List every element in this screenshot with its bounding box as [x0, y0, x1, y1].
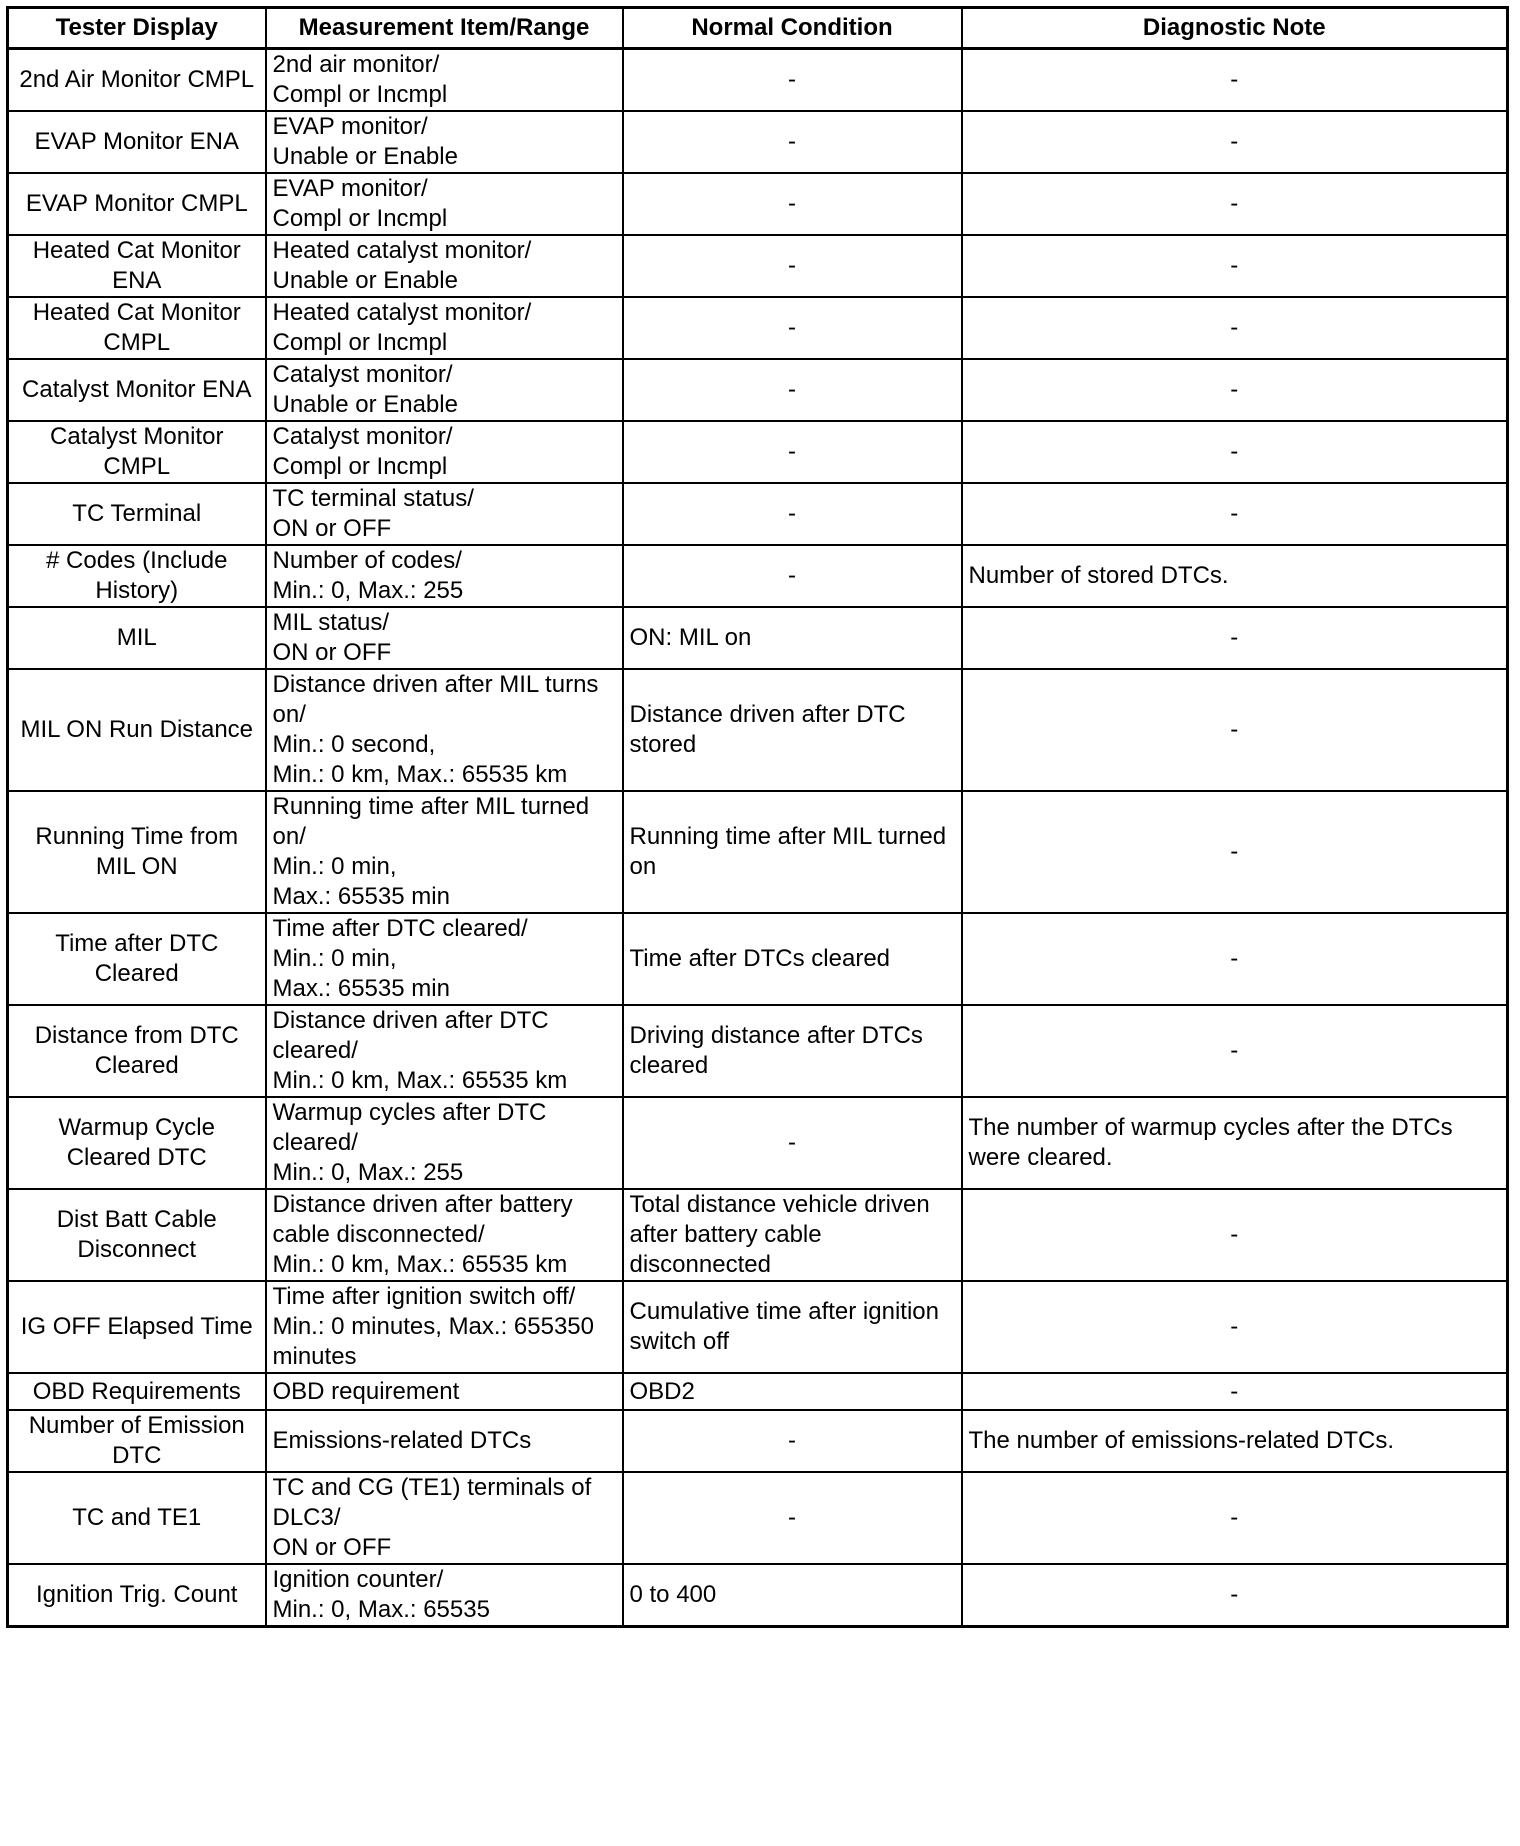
- cell-tester-display: Catalyst Monitor ENA: [8, 359, 266, 421]
- table-row: [8, 297, 1508, 359]
- cell-normal-condition: -: [623, 235, 962, 297]
- cell-normal-condition: -: [623, 545, 962, 607]
- table-row: [8, 913, 1508, 1005]
- cell-tester-display: OBD Requirements: [8, 1373, 266, 1410]
- table-row: [8, 1189, 1508, 1281]
- table-row: [8, 1097, 1508, 1189]
- table-row: [8, 1410, 1508, 1472]
- cell-diagnostic-note: -: [962, 111, 1508, 173]
- cell-measurement-item: Emissions-related DTCs: [266, 1410, 623, 1472]
- header-tester-display: Tester Display: [8, 8, 266, 49]
- cell-measurement-item: MIL status/ ON or OFF: [266, 607, 623, 669]
- cell-normal-condition: Driving distance after DTCs cleared: [623, 1005, 962, 1097]
- cell-measurement-item: Distance driven after battery cable disconnected/ Min.: 0 km, Max.: 65535 km: [266, 1189, 623, 1281]
- table-row: [8, 111, 1508, 173]
- cell-diagnostic-note: -: [962, 1373, 1508, 1410]
- cell-normal-condition: -: [623, 1472, 962, 1564]
- cell-tester-display: MIL ON Run Distance: [8, 669, 266, 791]
- cell-tester-display: MIL: [8, 607, 266, 669]
- cell-tester-display: Distance from DTC Cleared: [8, 1005, 266, 1097]
- cell-normal-condition: 0 to 400: [623, 1564, 962, 1627]
- cell-tester-display: Number of Emission DTC: [8, 1410, 266, 1472]
- cell-diagnostic-note: -: [962, 1005, 1508, 1097]
- cell-measurement-item: Warmup cycles after DTC cleared/ Min.: 0, Max.: 255: [266, 1097, 623, 1189]
- cell-diagnostic-note: -: [962, 913, 1508, 1005]
- cell-diagnostic-note: -: [962, 483, 1508, 545]
- cell-measurement-item: Running time after MIL turned on/ Min.: 0 min, Max.: 65535 min: [266, 791, 623, 913]
- cell-tester-display: TC Terminal: [8, 483, 266, 545]
- cell-measurement-item: TC and CG (TE1) terminals of DLC3/ ON or OFF: [266, 1472, 623, 1564]
- cell-diagnostic-note: -: [962, 421, 1508, 483]
- cell-normal-condition: -: [623, 483, 962, 545]
- cell-measurement-item: OBD requirement: [266, 1373, 623, 1410]
- cell-measurement-item: Catalyst monitor/ Compl or Incmpl: [266, 421, 623, 483]
- table-row: [8, 669, 1508, 791]
- table-row: [8, 359, 1508, 421]
- cell-normal-condition: -: [623, 359, 962, 421]
- cell-measurement-item: Catalyst monitor/ Unable or Enable: [266, 359, 623, 421]
- cell-tester-display: Dist Batt Cable Disconnect: [8, 1189, 266, 1281]
- cell-measurement-item: Heated catalyst monitor/ Unable or Enable: [266, 235, 623, 297]
- table-row: [8, 545, 1508, 607]
- cell-diagnostic-note: -: [962, 235, 1508, 297]
- cell-diagnostic-note: -: [962, 669, 1508, 791]
- cell-diagnostic-note: -: [962, 1281, 1508, 1373]
- cell-diagnostic-note: -: [962, 1472, 1508, 1564]
- cell-tester-display: Catalyst Monitor CMPL: [8, 421, 266, 483]
- cell-normal-condition: -: [623, 173, 962, 235]
- spec-table: [6, 6, 1509, 1628]
- table-body: [8, 49, 1508, 1627]
- header-diagnostic-note: Diagnostic Note: [962, 8, 1508, 49]
- cell-tester-display: TC and TE1: [8, 1472, 266, 1564]
- cell-diagnostic-note: -: [962, 791, 1508, 913]
- table-row: [8, 1005, 1508, 1097]
- table-row: [8, 791, 1508, 913]
- cell-tester-display: Ignition Trig. Count: [8, 1564, 266, 1627]
- cell-tester-display: Heated Cat Monitor CMPL: [8, 297, 266, 359]
- table-row: [8, 235, 1508, 297]
- cell-measurement-item: Ignition counter/ Min.: 0, Max.: 65535: [266, 1564, 623, 1627]
- cell-measurement-item: Number of codes/ Min.: 0, Max.: 255: [266, 545, 623, 607]
- table-row: [8, 1281, 1508, 1373]
- table-row: [8, 1472, 1508, 1564]
- cell-measurement-item: Heated catalyst monitor/ Compl or Incmpl: [266, 297, 623, 359]
- cell-diagnostic-note: The number of emissions-related DTCs.: [962, 1410, 1508, 1472]
- cell-tester-display: IG OFF Elapsed Time: [8, 1281, 266, 1373]
- cell-tester-display: Running Time from MIL ON: [8, 791, 266, 913]
- cell-tester-display: Warmup Cycle Cleared DTC: [8, 1097, 266, 1189]
- cell-normal-condition: OBD2: [623, 1373, 962, 1410]
- cell-diagnostic-note: -: [962, 49, 1508, 112]
- table-header: [8, 8, 1508, 49]
- table-row: [8, 421, 1508, 483]
- cell-tester-display: Heated Cat Monitor ENA: [8, 235, 266, 297]
- table-row: [8, 607, 1508, 669]
- cell-measurement-item: Distance driven after DTC cleared/ Min.: 0 km, Max.: 65535 km: [266, 1005, 623, 1097]
- cell-normal-condition: Distance driven after DTC stored: [623, 669, 962, 791]
- cell-tester-display: Time after DTC Cleared: [8, 913, 266, 1005]
- table-row: [8, 1373, 1508, 1410]
- cell-measurement-item: Distance driven after MIL turns on/ Min.: 0 second, Min.: 0 km, Max.: 65535 km: [266, 669, 623, 791]
- cell-diagnostic-note: -: [962, 173, 1508, 235]
- table-row: [8, 1564, 1508, 1627]
- cell-tester-display: # Codes (Include History): [8, 545, 266, 607]
- cell-measurement-item: Time after ignition switch off/ Min.: 0 minutes, Max.: 655350 minutes: [266, 1281, 623, 1373]
- cell-measurement-item: Time after DTC cleared/ Min.: 0 min, Max.: 65535 min: [266, 913, 623, 1005]
- header-row: [8, 8, 1508, 49]
- cell-measurement-item: EVAP monitor/ Unable or Enable: [266, 111, 623, 173]
- cell-measurement-item: TC terminal status/ ON or OFF: [266, 483, 623, 545]
- cell-normal-condition: -: [623, 49, 962, 112]
- cell-tester-display: EVAP Monitor CMPL: [8, 173, 266, 235]
- cell-diagnostic-note: Number of stored DTCs.: [962, 545, 1508, 607]
- table-row: [8, 49, 1508, 112]
- cell-tester-display: 2nd Air Monitor CMPL: [8, 49, 266, 112]
- cell-normal-condition: Total distance vehicle driven after battery cable disconnected: [623, 1189, 962, 1281]
- cell-normal-condition: -: [623, 297, 962, 359]
- header-measurement-item: Measurement Item/Range: [266, 8, 623, 49]
- cell-normal-condition: Time after DTCs cleared: [623, 913, 962, 1005]
- cell-diagnostic-note: -: [962, 1564, 1508, 1627]
- cell-diagnostic-note: -: [962, 1189, 1508, 1281]
- cell-normal-condition: -: [623, 1097, 962, 1189]
- cell-normal-condition: Running time after MIL turned on: [623, 791, 962, 913]
- cell-measurement-item: 2nd air monitor/ Compl or Incmpl: [266, 49, 623, 112]
- cell-normal-condition: Cumulative time after ignition switch off: [623, 1281, 962, 1373]
- cell-normal-condition: -: [623, 111, 962, 173]
- cell-normal-condition: -: [623, 421, 962, 483]
- cell-normal-condition: -: [623, 1410, 962, 1472]
- cell-diagnostic-note: -: [962, 607, 1508, 669]
- header-normal-condition: Normal Condition: [623, 8, 962, 49]
- table-row: [8, 173, 1508, 235]
- cell-measurement-item: EVAP monitor/ Compl or Incmpl: [266, 173, 623, 235]
- cell-diagnostic-note: -: [962, 359, 1508, 421]
- cell-tester-display: EVAP Monitor ENA: [8, 111, 266, 173]
- cell-diagnostic-note: The number of warmup cycles after the DTCs were cleared.: [962, 1097, 1508, 1189]
- cell-diagnostic-note: -: [962, 297, 1508, 359]
- cell-normal-condition: ON: MIL on: [623, 607, 962, 669]
- table-row: [8, 483, 1508, 545]
